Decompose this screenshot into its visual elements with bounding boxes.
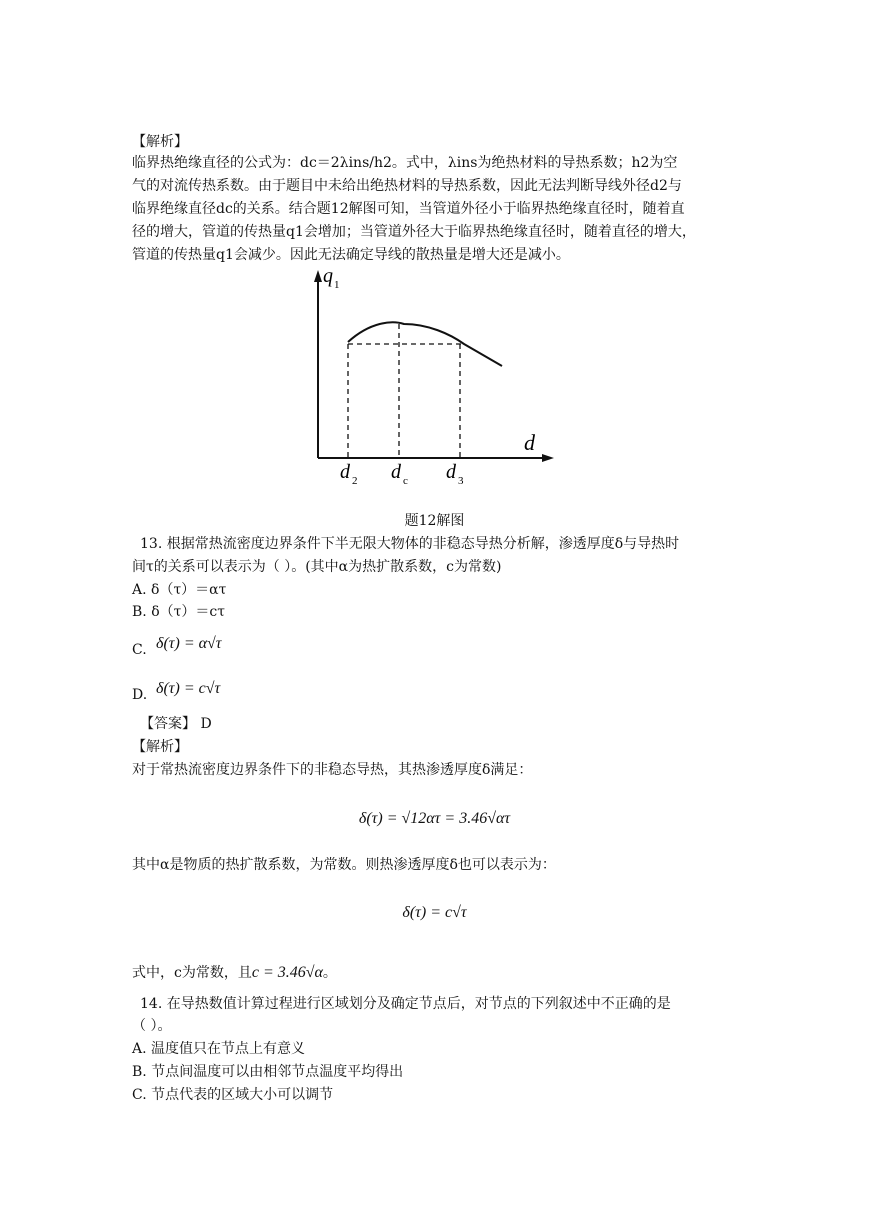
analysis-heading: 【解析】 xyxy=(132,134,188,150)
q14-stem-1: 14. 在导热数值计算过程进行区域划分及确定节点后，对节点的下列叙述中不正确的是 xyxy=(140,996,671,1012)
q14-stem-2: （ ）。 xyxy=(132,1018,172,1034)
y-axis-arrow xyxy=(314,270,322,282)
analysis-line-1: 临界热绝缘直径的公式为：dc＝2λins/h2。式中，λins为绝热材料的导热系数；h2为空 xyxy=(132,155,678,171)
tick-d2-sub: 2 xyxy=(352,475,358,487)
tick-d3-sub: 3 xyxy=(458,475,464,487)
y-axis-label: q xyxy=(323,265,333,287)
analysis-line-5: 管道的传热量q1会减少。因此无法确定导线的散热量是增大还是减小。 xyxy=(132,247,570,263)
tick-dc: d xyxy=(391,461,401,483)
q13-analysis-line-3-prefix: 式中，c为常数，且 xyxy=(132,965,252,981)
q14-option-b: B. 节点间温度可以由相邻节点温度平均得出 xyxy=(132,1064,404,1080)
q13-analysis-line-3 xyxy=(132,962,337,984)
q13-answer: 【答案】 D xyxy=(140,716,212,732)
q13-option-d-formula: δ(τ) = c√τ xyxy=(156,680,221,697)
q13-stem-1: 13. 根据常热流密度边界条件下半无限大物体的非稳态导热分析解，渗透厚度δ与导热时 xyxy=(140,536,680,552)
q13-equation-2: δ(τ) = c√τ xyxy=(402,904,467,921)
q13-option-c-label: C. xyxy=(132,642,147,658)
y-axis-sub: 1 xyxy=(334,279,340,291)
q13-analysis-line-2: 其中α是物质的热扩散系数，为常数。则热渗透厚度δ也可以表示为： xyxy=(132,857,556,873)
analysis-line-2: 气的对流传热系数。由于题目中未给出绝热材料的导热系数，因此无法判断导线外径d2与 xyxy=(132,178,682,194)
x-axis-label: d xyxy=(524,430,535,455)
analysis-line-3: 临界绝缘直径dc的关系。结合题12解图可知，当管道外径小于临界热绝缘直径时，随着直 xyxy=(132,201,685,217)
tick-d2: d xyxy=(340,461,350,483)
q13-equation-1: δ(τ) = √12ατ = 3.46√ατ xyxy=(358,810,511,827)
q13-stem-2: 间τ的关系可以表示为（ ）。(其中α为热扩散系数，c为常数) xyxy=(132,559,502,575)
tick-d3: d xyxy=(446,461,456,483)
analysis-line-4: 径的增大，管道的传热量q1会增加；当管道外径大于临界热绝缘直径时，随着直径的增大， xyxy=(132,224,696,240)
q13-analysis-line-1: 对于常热流密度边界条件下的非稳态导热，其热渗透厚度δ满足： xyxy=(132,762,533,778)
q14-option-c: C. 节点代表的区域大小可以调节 xyxy=(132,1087,334,1103)
q13-option-a: A. δ（τ）＝ατ xyxy=(132,582,227,598)
tick-dc-sub: c xyxy=(403,475,408,487)
q13-analysis-heading: 【解析】 xyxy=(132,739,188,755)
q13-option-b: B. δ（τ）＝cτ xyxy=(132,604,225,620)
q13-option-d-label: D. xyxy=(132,687,148,703)
figure-caption: 题12解图 xyxy=(404,513,465,529)
diagram-q-vs-d xyxy=(300,262,562,494)
x-axis-arrow xyxy=(542,454,554,462)
q14-option-a: A. 温度值只在节点上有意义 xyxy=(132,1041,306,1057)
q13-analysis-line-3-suffix: 。 xyxy=(322,965,337,981)
q13-analysis-line-3-formula: c = 3.46√α xyxy=(251,964,323,981)
q13-option-c-formula: δ(τ) = α√τ xyxy=(156,635,222,652)
